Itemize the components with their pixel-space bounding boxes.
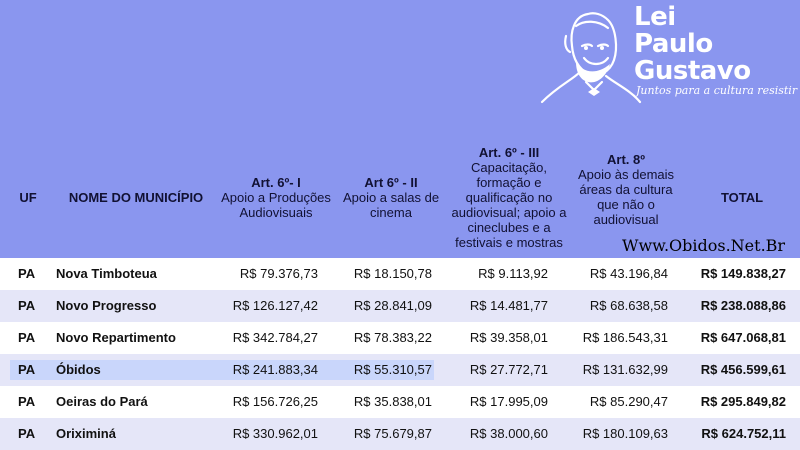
cell-art6-i: R$ 79.376,73 xyxy=(239,266,318,281)
cell-total: R$ 238.088,86 xyxy=(700,298,786,313)
cell-total: R$ 647.068,81 xyxy=(700,330,786,345)
cell-art6-i: R$ 126.127,42 xyxy=(232,298,318,313)
cell-art6-i: R$ 241.883,34 xyxy=(232,362,318,377)
logo-line-2: Paulo xyxy=(634,29,713,59)
cell-art6-iii: R$ 39.358,01 xyxy=(469,330,548,345)
table-row xyxy=(0,418,800,450)
cell-art6-ii: R$ 75.679,87 xyxy=(353,426,432,441)
cell-art6-iii: R$ 27.772,71 xyxy=(469,362,548,377)
cell-art8: R$ 186.543,31 xyxy=(582,330,668,345)
cell-total: R$ 149.838,27 xyxy=(700,266,786,281)
header-col3 xyxy=(450,136,568,258)
cell-total: R$ 295.849,82 xyxy=(700,394,786,409)
logo-text xyxy=(634,4,751,85)
header-col3-desc: Capacitação, formação e qualificação no audiovisual; apoio a cineclubes e a festivais e mostras xyxy=(451,159,567,250)
cell-total: R$ 624.752,11 xyxy=(701,426,786,441)
header-uf: UF xyxy=(19,189,37,205)
cell-art6-ii: R$ 35.838,01 xyxy=(353,394,432,409)
cell-uf: PA xyxy=(18,426,36,441)
cell-uf: PA xyxy=(18,266,36,281)
cell-total: R$ 456.599,61 xyxy=(700,362,786,377)
cell-art6-ii: R$ 55.310,57 xyxy=(353,362,432,377)
header-col1-art: Art. 6º- I xyxy=(251,174,301,190)
cell-art8: R$ 180.109,63 xyxy=(582,426,668,441)
header-col4-art: Art. 8º xyxy=(607,151,645,167)
header-col2 xyxy=(336,136,446,258)
header-col4-desc: Apoio às demais áreas da cultura que não o audiovisual xyxy=(577,166,675,227)
header-col2-desc: Apoio a salas de cinema xyxy=(342,189,440,220)
header-col3-art: Art. 6º - III xyxy=(478,144,540,160)
cell-art8: R$ 85.290,47 xyxy=(589,394,668,409)
cell-municipio: Oeiras do Pará xyxy=(56,394,148,409)
header-col4 xyxy=(570,128,682,250)
cell-art6-iii: R$ 9.113,92 xyxy=(478,266,548,281)
cell-art6-i: R$ 156.726,25 xyxy=(232,394,318,409)
cell-uf: PA xyxy=(18,362,36,377)
cell-art8: R$ 43.196,84 xyxy=(589,266,668,281)
header-municipio: NOME DO MUNICÍPIO xyxy=(68,189,204,205)
cell-uf: PA xyxy=(18,298,36,313)
cell-art8: R$ 68.638,58 xyxy=(589,298,668,313)
cell-art6-iii: R$ 17.995,09 xyxy=(469,394,548,409)
header-total: TOTAL xyxy=(720,189,764,205)
cell-art6-ii: R$ 28.841,09 xyxy=(353,298,432,313)
logo-line-1: Lei xyxy=(634,2,676,32)
watermark: Www.Obidos.Net.Br xyxy=(622,236,786,255)
table-row xyxy=(0,386,800,418)
header-col2-art: Art 6º - II xyxy=(364,174,418,190)
header-col1-desc: Apoio a Produções Audiovisuais xyxy=(221,189,331,220)
table-row xyxy=(0,290,800,322)
cell-municipio: Novo Progresso xyxy=(56,298,157,313)
table-row xyxy=(0,322,800,354)
cell-art8: R$ 131.632,99 xyxy=(582,362,668,377)
cell-municipio: Óbidos xyxy=(56,362,101,377)
cell-art6-i: R$ 342.784,27 xyxy=(232,330,318,345)
table-row xyxy=(0,354,800,386)
cell-art6-iii: R$ 38.000,60 xyxy=(469,426,548,441)
cell-uf: PA xyxy=(18,330,36,345)
cell-art6-iii: R$ 14.481,77 xyxy=(469,298,548,313)
cell-municipio: Novo Repartimento xyxy=(56,330,176,345)
cell-municipio: Nova Timboteua xyxy=(56,266,157,281)
cell-municipio: Oriximiná xyxy=(56,426,116,441)
cell-uf: PA xyxy=(18,394,36,409)
cell-art6-ii: R$ 18.150,78 xyxy=(353,266,432,281)
header-col1 xyxy=(220,136,332,258)
cell-art6-ii: R$ 78.383,22 xyxy=(353,330,432,345)
cell-art6-i: R$ 330.962,01 xyxy=(232,426,318,441)
table-row xyxy=(0,258,800,290)
logo-tagline: Juntos para a cultura resistir xyxy=(636,84,798,97)
logo-line-3: Gustavo xyxy=(634,56,751,86)
